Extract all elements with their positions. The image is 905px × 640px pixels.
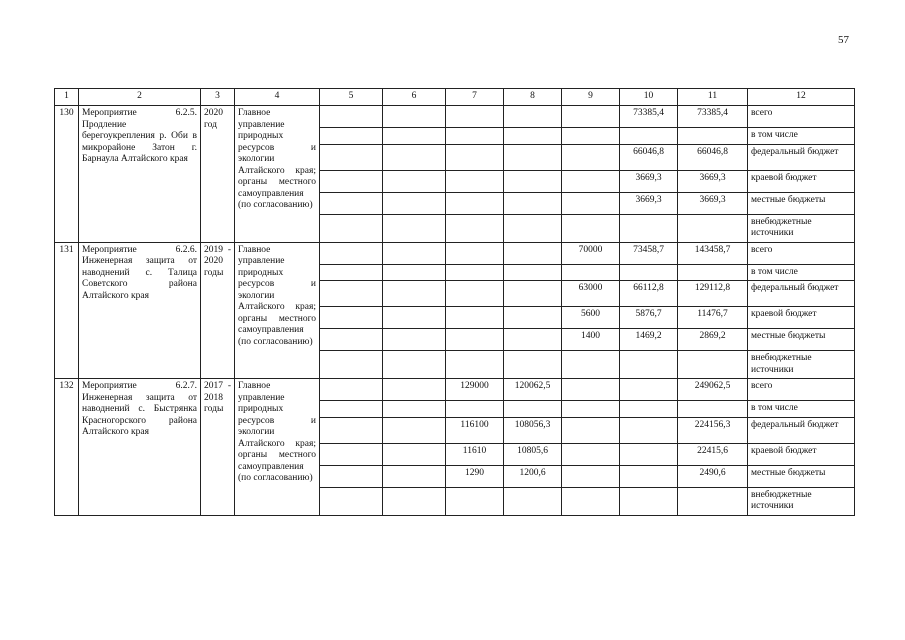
cell-col-9	[562, 401, 620, 418]
cell-col-11: 143458,7	[678, 242, 748, 264]
cell-col-6	[383, 351, 446, 379]
cell-col-6	[383, 192, 446, 214]
cell-col-8	[504, 329, 562, 351]
cell-col-11	[678, 264, 748, 281]
column-header: 1	[55, 89, 79, 106]
cell-col-7: 1290	[446, 465, 504, 487]
cell-col-11: 224156,3	[678, 417, 748, 443]
column-header: 5	[320, 89, 383, 106]
column-header: 10	[620, 89, 678, 106]
cell-col-10	[620, 465, 678, 487]
funding-source: местные бюджеты	[748, 465, 855, 487]
cell-col-7	[446, 401, 504, 418]
cell-col-7	[446, 487, 504, 515]
cell-col-7	[446, 128, 504, 145]
measure-name: Мероприятие 6.2.6. Инженерная защита от наводнений с. Талица Советского района Алтайского края	[79, 242, 201, 379]
cell-col-11: 3669,3	[678, 170, 748, 192]
cell-col-5	[320, 214, 383, 242]
cell-col-6	[383, 443, 446, 465]
cell-col-9: 63000	[562, 281, 620, 307]
cell-col-10	[620, 264, 678, 281]
cell-col-6	[383, 144, 446, 170]
cell-col-10	[620, 128, 678, 145]
cell-col-7	[446, 170, 504, 192]
cell-col-10: 3669,3	[620, 192, 678, 214]
cell-col-11: 11476,7	[678, 307, 748, 329]
cell-col-10: 66046,8	[620, 144, 678, 170]
cell-col-10: 73385,4	[620, 106, 678, 128]
cell-col-9: 70000	[562, 242, 620, 264]
column-header: 11	[678, 89, 748, 106]
cell-col-8: 10805,6	[504, 443, 562, 465]
funding-source: в том числе	[748, 401, 855, 418]
cell-col-7	[446, 144, 504, 170]
cell-col-5	[320, 487, 383, 515]
cell-col-11	[678, 487, 748, 515]
cell-col-11	[678, 128, 748, 145]
cell-col-8	[504, 144, 562, 170]
implementation-period: 2019 - 2020 годы	[201, 242, 235, 379]
cell-col-10	[620, 379, 678, 401]
record-number: 130	[55, 106, 79, 243]
column-header: 4	[235, 89, 320, 106]
cell-col-9	[562, 443, 620, 465]
cell-col-9	[562, 192, 620, 214]
cell-col-6	[383, 281, 446, 307]
measure-name: Мероприятие 6.2.5. Продление берегоукрепления р. Оби в микрорайоне Затон г. Барнаула Алтайского края	[79, 106, 201, 243]
cell-col-6	[383, 379, 446, 401]
cell-col-6	[383, 128, 446, 145]
column-header: 12	[748, 89, 855, 106]
funding-source: в том числе	[748, 128, 855, 145]
cell-col-11: 66046,8	[678, 144, 748, 170]
cell-col-7	[446, 106, 504, 128]
cell-col-8	[504, 106, 562, 128]
column-header: 8	[504, 89, 562, 106]
cell-col-6	[383, 465, 446, 487]
cell-col-5	[320, 443, 383, 465]
cell-col-11: 249062,5	[678, 379, 748, 401]
funding-source: внебюджетные источники	[748, 214, 855, 242]
column-header: 9	[562, 89, 620, 106]
column-header: 6	[383, 89, 446, 106]
cell-col-5	[320, 401, 383, 418]
cell-col-10: 66112,8	[620, 281, 678, 307]
funding-source: всего	[748, 242, 855, 264]
cell-col-10	[620, 214, 678, 242]
executor: Главное управление природных ресурсов и экологии Алтайского края; органы местного самоуправления (по согласованию)	[235, 106, 320, 243]
record-number: 132	[55, 379, 79, 516]
implementation-period: 2017 - 2018 годы	[201, 379, 235, 516]
funding-source: краевой бюджет	[748, 170, 855, 192]
cell-col-9	[562, 379, 620, 401]
cell-col-6	[383, 170, 446, 192]
cell-col-8	[504, 307, 562, 329]
cell-col-6	[383, 214, 446, 242]
cell-col-7: 11610	[446, 443, 504, 465]
cell-col-11: 2490,6	[678, 465, 748, 487]
funding-source: федеральный бюджет	[748, 144, 855, 170]
cell-col-9	[562, 128, 620, 145]
funding-source: внебюджетные источники	[748, 487, 855, 515]
funding-source: внебюджетные источники	[748, 351, 855, 379]
cell-col-10	[620, 487, 678, 515]
cell-col-8	[504, 351, 562, 379]
funding-source: местные бюджеты	[748, 329, 855, 351]
cell-col-8	[504, 487, 562, 515]
cell-col-11: 73385,4	[678, 106, 748, 128]
cell-col-6	[383, 417, 446, 443]
cell-col-9	[562, 465, 620, 487]
cell-col-10	[620, 417, 678, 443]
cell-col-6	[383, 401, 446, 418]
cell-col-7	[446, 214, 504, 242]
cell-col-8	[504, 214, 562, 242]
table-row	[55, 379, 855, 401]
funding-table	[54, 88, 855, 516]
cell-col-8	[504, 170, 562, 192]
cell-col-8: 108056,3	[504, 417, 562, 443]
cell-col-7	[446, 192, 504, 214]
page-number: 57	[838, 34, 849, 46]
cell-col-6	[383, 264, 446, 281]
cell-col-9	[562, 417, 620, 443]
cell-col-5	[320, 351, 383, 379]
cell-col-5	[320, 242, 383, 264]
cell-col-5	[320, 417, 383, 443]
funding-source: краевой бюджет	[748, 307, 855, 329]
cell-col-8	[504, 242, 562, 264]
column-header: 2	[79, 89, 201, 106]
cell-col-9	[562, 106, 620, 128]
cell-col-8	[504, 281, 562, 307]
cell-col-8	[504, 401, 562, 418]
cell-col-5	[320, 307, 383, 329]
executor: Главное управление природных ресурсов и экологии Алтайского края; органы местного самоуправления (по согласованию)	[235, 379, 320, 516]
funding-source: федеральный бюджет	[748, 281, 855, 307]
column-header: 7	[446, 89, 504, 106]
cell-col-9: 1400	[562, 329, 620, 351]
measure-name: Мероприятие 6.2.7. Инженерная защита от наводнений с. Быстрянка Красногорского района Алтайского края	[79, 379, 201, 516]
cell-col-5	[320, 465, 383, 487]
cell-col-9	[562, 487, 620, 515]
cell-col-8	[504, 128, 562, 145]
funding-source: краевой бюджет	[748, 443, 855, 465]
funding-source: местные бюджеты	[748, 192, 855, 214]
cell-col-10: 3669,3	[620, 170, 678, 192]
funding-source: всего	[748, 106, 855, 128]
funding-source: всего	[748, 379, 855, 401]
cell-col-7	[446, 242, 504, 264]
cell-col-6	[383, 106, 446, 128]
executor: Главное управление природных ресурсов и экологии Алтайского края; органы местного самоуправления (по согласованию)	[235, 242, 320, 379]
cell-col-10	[620, 443, 678, 465]
cell-col-7	[446, 307, 504, 329]
cell-col-8	[504, 264, 562, 281]
cell-col-5	[320, 170, 383, 192]
cell-col-7	[446, 329, 504, 351]
cell-col-8: 120062,5	[504, 379, 562, 401]
cell-col-5	[320, 379, 383, 401]
funding-source: в том числе	[748, 264, 855, 281]
cell-col-9	[562, 214, 620, 242]
cell-col-5	[320, 128, 383, 145]
cell-col-11: 129112,8	[678, 281, 748, 307]
cell-col-11	[678, 214, 748, 242]
cell-col-9	[562, 170, 620, 192]
cell-col-10: 1469,2	[620, 329, 678, 351]
cell-col-5	[320, 264, 383, 281]
cell-col-7	[446, 281, 504, 307]
cell-col-11: 3669,3	[678, 192, 748, 214]
table-row	[55, 242, 855, 264]
cell-col-5	[320, 281, 383, 307]
cell-col-5	[320, 329, 383, 351]
cell-col-9	[562, 264, 620, 281]
cell-col-7: 116100	[446, 417, 504, 443]
cell-col-9	[562, 144, 620, 170]
cell-col-11: 22415,6	[678, 443, 748, 465]
cell-col-5	[320, 106, 383, 128]
cell-col-10	[620, 351, 678, 379]
table-row	[55, 106, 855, 128]
cell-col-11: 2869,2	[678, 329, 748, 351]
column-number-header	[55, 89, 855, 106]
cell-col-9: 5600	[562, 307, 620, 329]
cell-col-6	[383, 329, 446, 351]
record-number: 131	[55, 242, 79, 379]
funding-source: федеральный бюджет	[748, 417, 855, 443]
cell-col-7: 129000	[446, 379, 504, 401]
implementation-period: 2020 год	[201, 106, 235, 243]
cell-col-11	[678, 351, 748, 379]
column-header: 3	[201, 89, 235, 106]
cell-col-6	[383, 487, 446, 515]
cell-col-5	[320, 144, 383, 170]
cell-col-7	[446, 351, 504, 379]
cell-col-7	[446, 264, 504, 281]
cell-col-9	[562, 351, 620, 379]
cell-col-6	[383, 242, 446, 264]
cell-col-8: 1200,6	[504, 465, 562, 487]
cell-col-5	[320, 192, 383, 214]
cell-col-6	[383, 307, 446, 329]
cell-col-10: 73458,7	[620, 242, 678, 264]
cell-col-8	[504, 192, 562, 214]
cell-col-10: 5876,7	[620, 307, 678, 329]
cell-col-11	[678, 401, 748, 418]
cell-col-10	[620, 401, 678, 418]
